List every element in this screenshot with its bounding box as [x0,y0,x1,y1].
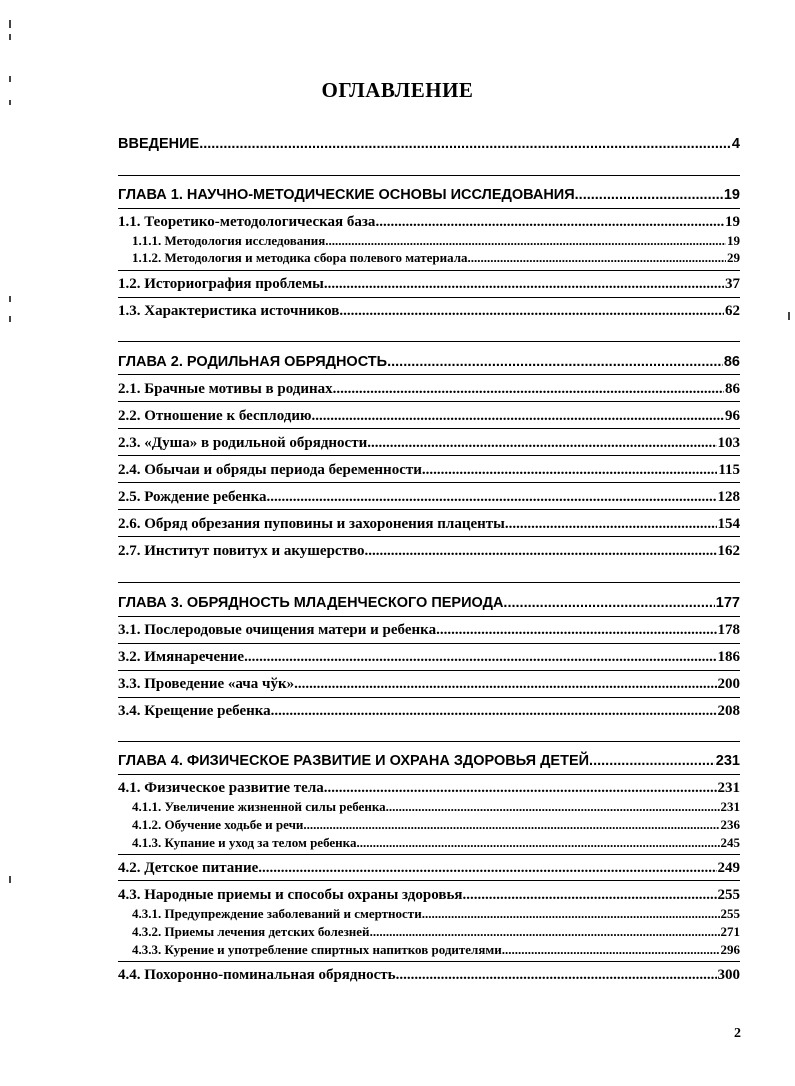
toc-entry-label: 2.4. Обычаи и обряды периода беременности [118,462,422,478]
toc-entry-label: 3.3. Проведение «ача чўк» [118,676,295,692]
toc-entry-page: 178 [717,622,740,638]
toc-entry[interactable] [132,233,740,249]
toc-entry-label: 4.1. Физическое развитие тела [118,780,324,796]
toc-entry-label: 4.1.1. Увеличение жизненной силы ребенка [132,799,386,814]
toc-entry[interactable] [118,136,740,152]
toc-entry-page: 231 [715,753,740,769]
section-divider [118,774,740,775]
toc-entry[interactable] [132,906,740,922]
toc-entry-label: 4.1.3. Купание и уход за телом ребенка [132,835,357,850]
leader-dots [375,214,724,231]
toc-entry[interactable] [118,489,740,506]
toc-entry-label: 2.1. Брачные мотивы в родинах [118,381,333,397]
leader-dots [436,622,716,639]
toc-entry-page: 249 [717,860,740,876]
section-divider [118,582,740,583]
toc-entry-page: 19 [725,214,740,230]
leader-dots [267,489,717,506]
toc-entry-label: ГЛАВА 4. ФИЗИЧЕСКОЕ РАЗВИТИЕ И ОХРАНА ЗДОРОВЬЯ ДЕТЕЙ [118,753,590,769]
leader-dots [364,543,716,560]
toc-entry[interactable] [118,780,740,797]
leader-dots [271,703,717,720]
leader-dots [367,435,716,452]
toc-entry-page: 255 [717,887,740,903]
toc-entry-label: 1.1.2. Методология и методика сбора полевого материала [132,250,468,265]
leader-dots [244,649,716,666]
toc-entry-page: 115 [718,462,740,478]
section-divider [118,455,740,456]
leader-dots [324,276,724,293]
section-divider [118,616,740,617]
toc-entry-label: 2.7. Институт повитух и акушерство [118,543,365,559]
toc-entry-page: 103 [717,435,740,451]
toc-entry[interactable] [118,408,740,425]
section-divider [118,374,740,375]
leader-dots [339,303,724,320]
toc-entry[interactable] [118,622,740,639]
toc-entry[interactable] [132,942,740,958]
toc-entry-page: 37 [725,276,740,292]
leader-dots [386,799,720,815]
toc-entry-label: 2.2. Отношение к бесплодию [118,408,312,424]
leader-dots [258,860,716,877]
leader-dots [502,942,720,958]
toc-entry-page: 86 [725,381,740,397]
toc-entry-label: 4.3. Народные приемы и способы охраны здоровья [118,887,463,903]
toc-entry-label: 2.3. «Душа» в родильной обрядности [118,435,368,451]
section-divider [118,341,740,342]
section-divider [118,428,740,429]
scan-speck [9,34,11,40]
page-title: ОГЛАВЛЕНИЕ [321,78,474,102]
leader-dots [468,250,727,266]
toc-entry-page: 86 [723,354,740,370]
scan-speck [9,876,11,883]
leader-dots [325,233,726,249]
toc-entry-label: 4.4. Похоронно-поминальная обрядность [118,967,396,983]
leader-dots [303,817,719,833]
toc-entry-label: 3.2. Имянаречение [118,649,245,665]
section-divider [118,401,740,402]
leader-dots [333,381,724,398]
leader-dots [311,408,724,425]
section-divider [118,175,740,176]
section-divider [118,208,740,209]
toc-entry[interactable] [118,276,740,293]
toc-entry-label: 1.1.1. Методология исследования [132,233,326,248]
toc-entry-page: 236 [720,817,740,832]
leader-dots [503,595,714,611]
toc-entry-label: ГЛАВА 2. РОДИЛЬНАЯ ОБРЯДНОСТЬ [118,354,388,370]
toc-entry-page: 154 [717,516,740,532]
toc-entry-page: 231 [720,799,740,814]
toc-entry[interactable] [132,924,740,940]
toc-entry[interactable] [118,703,740,720]
toc-entry-label: 4.3.1. Предупреждение заболеваний и смертности [132,906,422,921]
toc-entry-label: 4.3.3. Курение и употребление спиртных напитков родителями [132,942,502,957]
leader-dots [370,924,720,940]
leader-dots [589,753,715,769]
section-divider [118,643,740,644]
leader-dots [324,780,717,797]
leader-dots [199,136,731,152]
section-divider [118,536,740,537]
toc-entry-label: 1.1. Теоретико-методологическая база [118,214,376,230]
toc-entry[interactable] [132,835,740,851]
toc-entry-page: 200 [717,676,740,692]
section-divider [118,854,740,855]
toc-entry-label: 3.1. Послеродовые очищения матери и ребенка [118,622,437,638]
toc-entry[interactable] [118,303,740,320]
section-divider [118,697,740,698]
toc-entry[interactable] [118,967,740,984]
toc-entry-page: 296 [720,942,740,957]
toc-entry-label: 4.2. Детское питание [118,860,259,876]
toc-entry[interactable] [132,817,740,833]
toc-entry-label: ГЛАВА 3. ОБРЯДНОСТЬ МЛАДЕНЧЕСКОГО ПЕРИОДА [118,595,504,611]
toc-entry[interactable] [118,462,740,479]
toc-entry[interactable] [118,214,740,231]
toc-entry-page: 177 [715,595,740,611]
toc-entry-page: 186 [717,649,740,665]
toc-entry-label: ГЛАВА 1. НАУЧНО-МЕТОДИЧЕСКИЕ ОСНОВЫ ИССЛЕДОВАНИЯ [118,187,575,203]
section-divider [118,670,740,671]
toc-entry-page: 162 [717,543,740,559]
toc-entry-label: 2.6. Обряд обрезания пуповины и захоронения плаценты [118,516,505,532]
section-divider [118,741,740,742]
toc-entry-page: 245 [720,835,740,850]
toc-entry[interactable] [132,250,740,266]
toc-entry-page: 4 [731,136,740,152]
toc-entry[interactable] [118,516,740,533]
section-divider [118,270,740,271]
scan-speck [9,316,11,322]
toc-entry-page: 19 [723,187,740,203]
toc-entry-label: ВВЕДЕНИЕ [118,136,200,152]
scan-speck [9,20,11,28]
section-divider [118,509,740,510]
toc-entry[interactable] [118,354,740,370]
leader-dots [422,906,720,922]
toc-entry-page: 271 [720,924,740,939]
toc-entry-label: 1.3. Характеристика источников [118,303,340,319]
toc-entry-label: 4.3.2. Приемы лечения детских болезней [132,924,370,939]
toc-entry-label: 2.5. Рождение ребенка [118,489,267,505]
toc-entry[interactable] [118,753,740,769]
scan-speck [788,312,790,320]
toc-entry[interactable] [118,676,740,693]
toc-entry-page: 29 [727,250,740,265]
page-number: 2 [734,1026,741,1041]
leader-dots [356,835,719,851]
toc-entry[interactable] [118,543,740,560]
scan-speck [9,296,11,302]
leader-dots [294,676,716,693]
toc-entry-page: 300 [717,967,740,983]
toc-entry[interactable] [118,887,740,904]
toc-entry-page: 255 [720,906,740,921]
toc-entry[interactable] [118,435,740,452]
toc-entry[interactable] [118,649,740,666]
leader-dots [463,887,717,904]
leader-dots [396,967,717,984]
section-divider [118,297,740,298]
leader-dots [422,462,717,479]
toc-entry-page: 96 [725,408,740,424]
toc-entry[interactable] [118,860,740,877]
toc-entry-page: 208 [717,703,740,719]
toc-entry[interactable] [118,381,740,398]
toc-entry-label: 1.2. Историография проблемы [118,276,324,292]
toc-entry-page: 19 [727,233,740,248]
section-divider [118,482,740,483]
toc-entry-page: 62 [725,303,740,319]
toc-entry-label: 3.4. Крещение ребенка [118,703,271,719]
toc-entry-page: 231 [717,780,740,796]
leader-dots [575,187,723,203]
section-divider [118,961,740,962]
leader-dots [387,354,723,370]
toc-entry[interactable] [132,799,740,815]
toc-entry-label: 4.1.2. Обучение ходьбе и речи [132,817,304,832]
toc-entry[interactable] [118,595,740,611]
toc-entry[interactable] [118,187,740,203]
toc-entry-page: 128 [717,489,740,505]
section-divider [118,880,740,881]
leader-dots [505,516,717,533]
